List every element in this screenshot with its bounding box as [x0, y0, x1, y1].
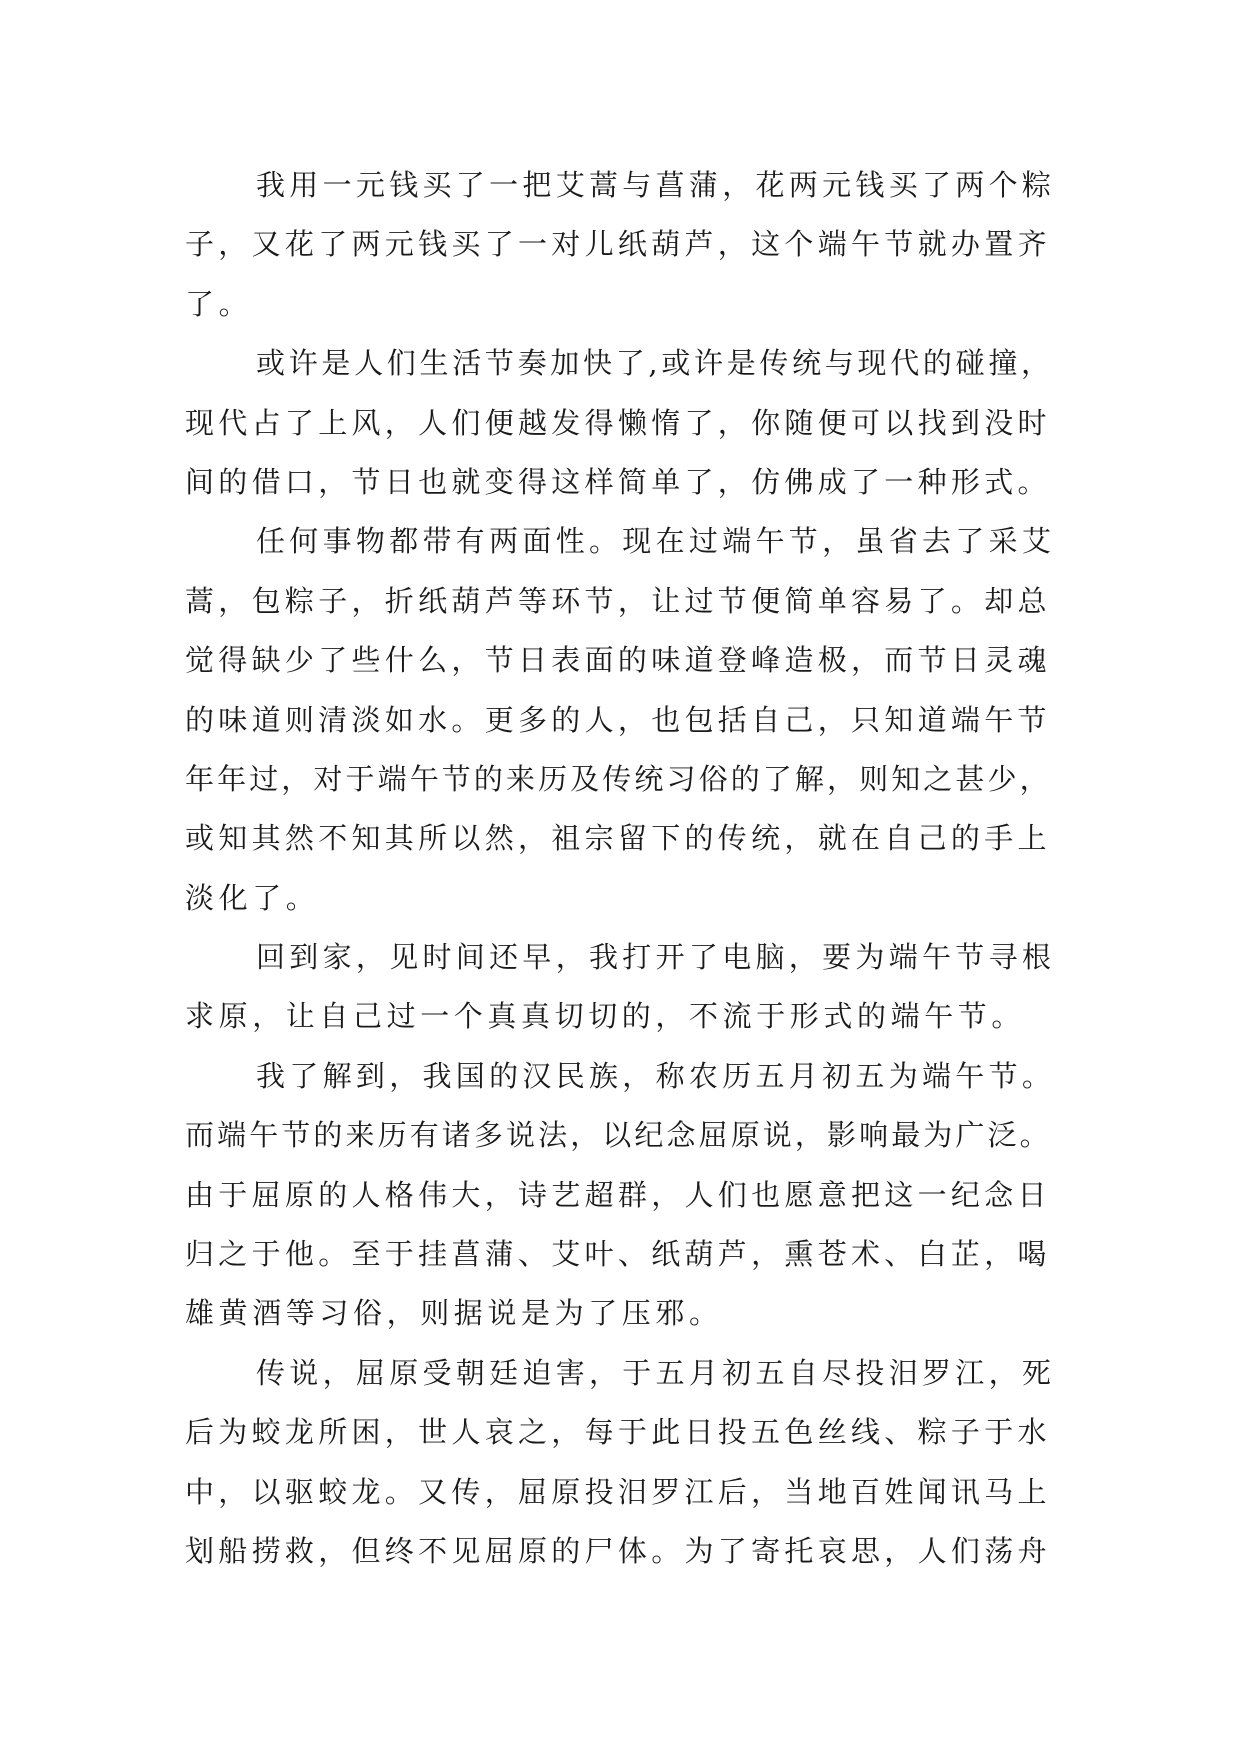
- text-line: 中，以驱蛟龙。又传，屈原投汨罗江后，当地百姓闻讯马上: [185, 1474, 1051, 1509]
- body-text: [185, 156, 1055, 1581]
- text-line: 淡化了。: [185, 880, 320, 915]
- text-line: 划船捞救，但终不见屈原的尸体。为了寄托哀思，人们荡舟: [185, 1533, 1051, 1568]
- text-line: 觉得缺少了些什么，节日表面的味道登峰造极，而节日灵魂: [185, 643, 1051, 678]
- text-line: 而端午节的来历有诸多说法，以纪念屈原说，影响最为广泛。: [185, 1118, 1052, 1153]
- text-line: 或知其然不知其所以然，祖宗留下的传统，就在自己的手上: [185, 821, 1051, 856]
- text-line: 任何事物都带有两面性。现在过端午节，虽省去了采艾: [256, 524, 1056, 559]
- text-line: 或许是人们生活节奏加快了,或许是传统与现代的碰撞，: [256, 346, 1054, 381]
- text-line: 求原，让自己过一个真真切切的，不流于形式的端午节。: [185, 999, 1026, 1034]
- text-line: 由于屈原的人格伟大，诗艺超群，人们也愿意把这一纪念日: [185, 1177, 1051, 1212]
- text-line: 现代占了上风，人们便越发得懒惰了，你随便可以找到没时: [185, 405, 1051, 440]
- text-line: 子，又花了两元钱买了一对儿纸葫芦，这个端午节就办置齐: [185, 227, 1051, 262]
- text-line: 了。: [185, 286, 253, 321]
- text-line: 的味道则清淡如水。更多的人，也包括自己，只知道端午节: [185, 702, 1051, 737]
- text-line: 后为蛟龙所困，世人哀之，每于此日投五色丝线、粽子于水: [185, 1415, 1051, 1450]
- text-line: 间的借口，节日也就变得这样简单了，仿佛成了一种形式。: [185, 464, 1051, 499]
- text-line: 雄黄酒等习俗，则据说是为了压邪。: [185, 1296, 723, 1331]
- text-line: 年年过，对于端午节的来历及传统习俗的了解，则知之甚少，: [185, 761, 1052, 796]
- text-line: 归之于他。至于挂菖蒲、艾叶、纸葫芦，熏苍术、白芷，喝: [185, 1237, 1051, 1272]
- text-line: 蒿，包粽子，折纸葫芦等环节，让过节便简单容易了。却总: [185, 583, 1051, 618]
- text-line: 我用一元钱买了一把艾蒿与菖蒲，花两元钱买了两个粽: [256, 168, 1056, 202]
- text-line: 传说，屈原受朝廷迫害，于五月初五自尽投汨罗江，死: [256, 1355, 1056, 1390]
- text-line: 回到家，见时间还早，我打开了电脑，要为端午节寻根: [256, 940, 1056, 975]
- text-line: 我了解到，我国的汉民族，称农历五月初五为端午节。: [256, 1058, 1056, 1093]
